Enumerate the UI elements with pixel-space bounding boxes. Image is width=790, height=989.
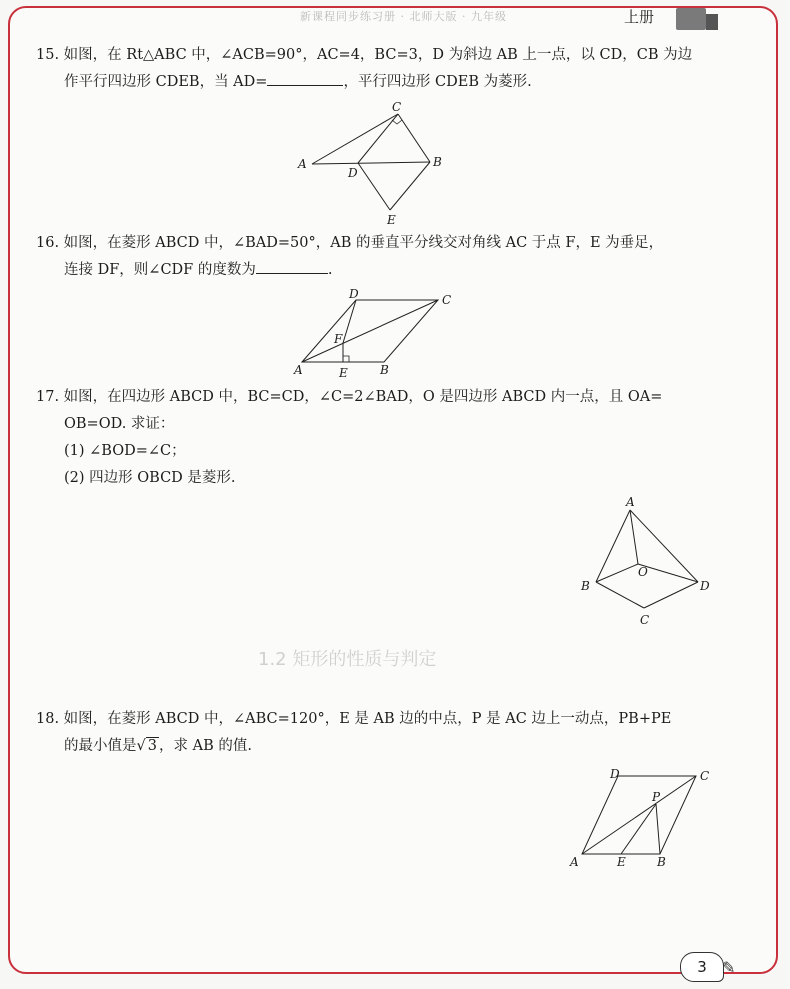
- question-text: ，平行四边形 CDEB 为菱形.: [343, 74, 532, 90]
- label-C: C: [442, 293, 452, 307]
- label-O: O: [638, 565, 648, 579]
- label-F: F: [334, 332, 343, 346]
- proof-part-1: (1) ∠BOD=∠C；: [64, 443, 186, 459]
- label-E: E: [387, 213, 396, 227]
- figure-q15: [290, 98, 450, 228]
- sqrt-expression: √ 3: [136, 738, 157, 754]
- label-D: D: [348, 166, 358, 180]
- figure-q18: [568, 764, 718, 874]
- label-C: C: [392, 100, 402, 114]
- header-tab-mark-dark: [706, 14, 718, 30]
- question-text: OB=OD. 求证：: [64, 416, 175, 432]
- label-E: E: [617, 855, 626, 869]
- label-E: E: [339, 366, 348, 380]
- figure-q17: [576, 494, 716, 630]
- question-text: 连接 DF，则∠CDF 的度数为: [64, 262, 256, 278]
- label-B: B: [380, 363, 389, 377]
- question-16: [36, 230, 726, 284]
- answer-blank[interactable]: [256, 257, 328, 274]
- question-text: 如图，在 Rt△ABC 中，∠ACB=90°，AC=4，BC=3，D 为斜边 AB 上一点，以 CD，CB 为边: [63, 47, 693, 63]
- question-number: 15.: [36, 47, 60, 63]
- question-text: ，求 AB 的值.: [158, 738, 252, 754]
- label-B: B: [581, 579, 590, 593]
- header-series-text: 新课程同步练习册 · 北师大版 · 九年级: [300, 10, 507, 23]
- question-number: 17.: [36, 389, 60, 405]
- label-D: D: [700, 579, 710, 593]
- label-B: B: [433, 155, 442, 169]
- question-17: [36, 384, 726, 492]
- header-tab-mark: [676, 8, 706, 30]
- question-text: 作平行四边形 CDEB，当 AD=: [64, 74, 268, 90]
- page-number: 3: [680, 952, 724, 982]
- label-D: D: [349, 288, 359, 301]
- label-A: A: [294, 363, 303, 377]
- answer-blank[interactable]: [267, 69, 343, 86]
- pencil-icon: ✎: [722, 958, 736, 977]
- label-B: B: [657, 855, 666, 869]
- figure-q16: [290, 288, 460, 380]
- label-C: C: [700, 769, 710, 783]
- label-D: D: [610, 767, 620, 781]
- bleed-through-section-title: 1.2 矩形的性质与判定: [258, 649, 437, 670]
- label-A: A: [570, 855, 579, 869]
- header-label: 上册: [624, 8, 655, 26]
- label-A: A: [298, 157, 307, 171]
- question-text: 如图，在菱形 ABCD 中，∠BAD=50°，AB 的垂直平分线交对角线 AC 于点 F，E 为垂足，: [63, 235, 664, 251]
- label-A: A: [626, 495, 635, 509]
- question-number: 18.: [36, 711, 60, 727]
- question-text: .: [327, 262, 333, 278]
- label-P: P: [652, 790, 661, 804]
- question-text: 如图，在菱形 ABCD 中，∠ABC=120°，E 是 AB 边的中点，P 是 AC 边上一动点，PB+PE: [63, 711, 672, 727]
- proof-part-2: (2) 四边形 OBCD 是菱形.: [64, 470, 236, 486]
- question-18: [36, 706, 726, 760]
- label-C: C: [640, 613, 650, 627]
- question-text: 如图，在四边形 ABCD 中，BC=CD，∠C=2∠BAD，O 是四边形 ABCD 内一点，且 OA=: [63, 389, 663, 405]
- question-15: [36, 42, 726, 96]
- question-text: 的最小值是: [64, 738, 137, 754]
- sqrt-radicand: 3: [147, 738, 157, 754]
- question-number: 16.: [36, 235, 60, 251]
